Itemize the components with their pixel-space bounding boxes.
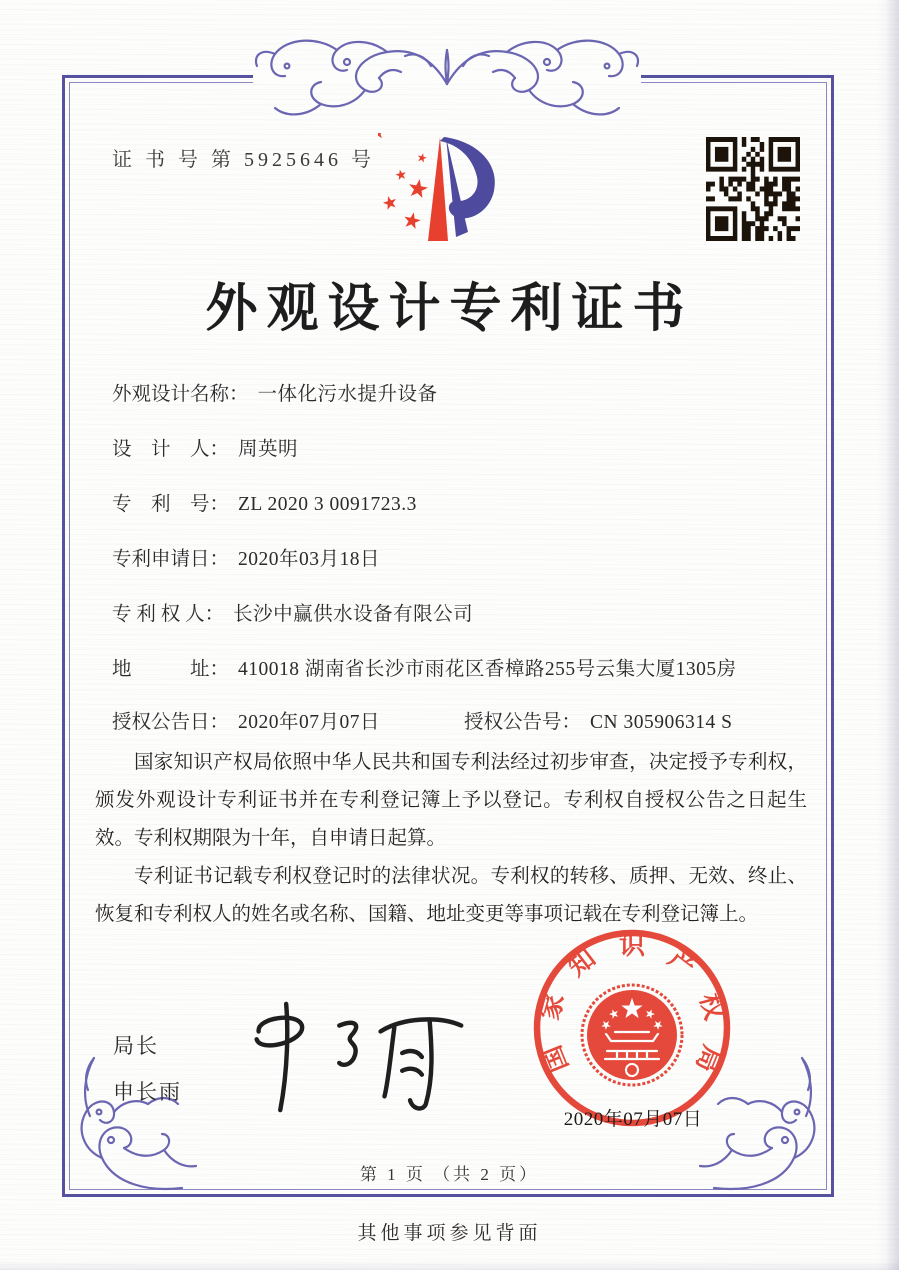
- scan-edge-shadow: [0, 1260, 899, 1270]
- legal-paragraph-1: 国家知识产权局依照中华人民共和国专利法经过初步审查，决定授予专利权，颁发外观设计专利证书并在专利登记簿上予以登记。专利权自授权公告之日起生效。专利权期限为十年，自申请日起算。: [95, 752, 807, 849]
- national-emblem: [582, 985, 682, 1085]
- field-row-designer: [112, 433, 298, 461]
- field-row-filing-date: [112, 543, 380, 571]
- field-label: 设 计 人：: [112, 439, 230, 460]
- field-label: 授权公告号：: [464, 712, 582, 733]
- svg-text:权: 权: [694, 990, 730, 1023]
- svg-text:识: 识: [618, 931, 646, 960]
- svg-text:局: 局: [690, 1041, 727, 1077]
- signer-title: 局长: [113, 1034, 159, 1058]
- field-value: ZL 2020 3 0091723.3: [238, 494, 417, 515]
- page-number: 第 1 页 （共 2 页）: [359, 1165, 540, 1184]
- field-row-patent-number: [112, 488, 417, 516]
- field-row-design-name: [112, 378, 438, 406]
- field-label: 地 址：: [112, 659, 230, 680]
- legal-paragraph-2: 专利证书记载专利权登记时的法律状况。专利权的转移、质押、无效、终止、恢复和专利权人的姓名或名称、国籍、地址变更等事项记载在专利登记簿上。: [95, 866, 807, 925]
- field-value: 2020年07月07日: [238, 712, 381, 733]
- svg-text:国: 国: [537, 1041, 574, 1077]
- scan-edge-shadow: [877, 0, 899, 1270]
- field-pair-grant-number: [464, 706, 732, 734]
- field-value: 一体化污水提升设备: [257, 384, 438, 405]
- certificate-number: 证 书 号 第 5925646 号: [112, 149, 375, 171]
- field-label: 专 利 权 人：: [112, 604, 225, 625]
- qr-code: [706, 137, 800, 241]
- field-value: 2020年03月18日: [238, 549, 381, 570]
- svg-text:产: 产: [663, 943, 702, 982]
- cnipa-logo: [378, 133, 510, 243]
- document-title: 外观设计专利证书: [205, 281, 694, 338]
- field-value: 周英明: [238, 439, 299, 460]
- svg-text:家: 家: [534, 990, 570, 1023]
- field-label: 专利申请日：: [112, 549, 230, 570]
- official-seal-stamp: [527, 923, 737, 1133]
- field-value: 长沙中赢供水设备有限公司: [233, 604, 474, 625]
- field-label: 专 利 号：: [112, 494, 230, 515]
- field-label: 外观设计名称：: [112, 384, 249, 405]
- field-row-address: [112, 653, 737, 681]
- back-side-note: 其他事项参见背面: [357, 1223, 542, 1244]
- legal-text-block: [95, 744, 807, 934]
- field-row-grant: [112, 706, 733, 734]
- field-row-patentee: [112, 598, 473, 626]
- seal-date: 2020年07月07日: [563, 1109, 703, 1130]
- field-label: 授权公告日：: [112, 712, 230, 733]
- director-signature: [235, 998, 475, 1116]
- signer-name: 申长雨: [113, 1080, 182, 1104]
- field-value: 410018 湖南省长沙市雨花区香樟路255号云集大厦1305房: [238, 659, 737, 680]
- svg-text:知: 知: [562, 943, 601, 982]
- field-value: CN 305906314 S: [590, 712, 733, 733]
